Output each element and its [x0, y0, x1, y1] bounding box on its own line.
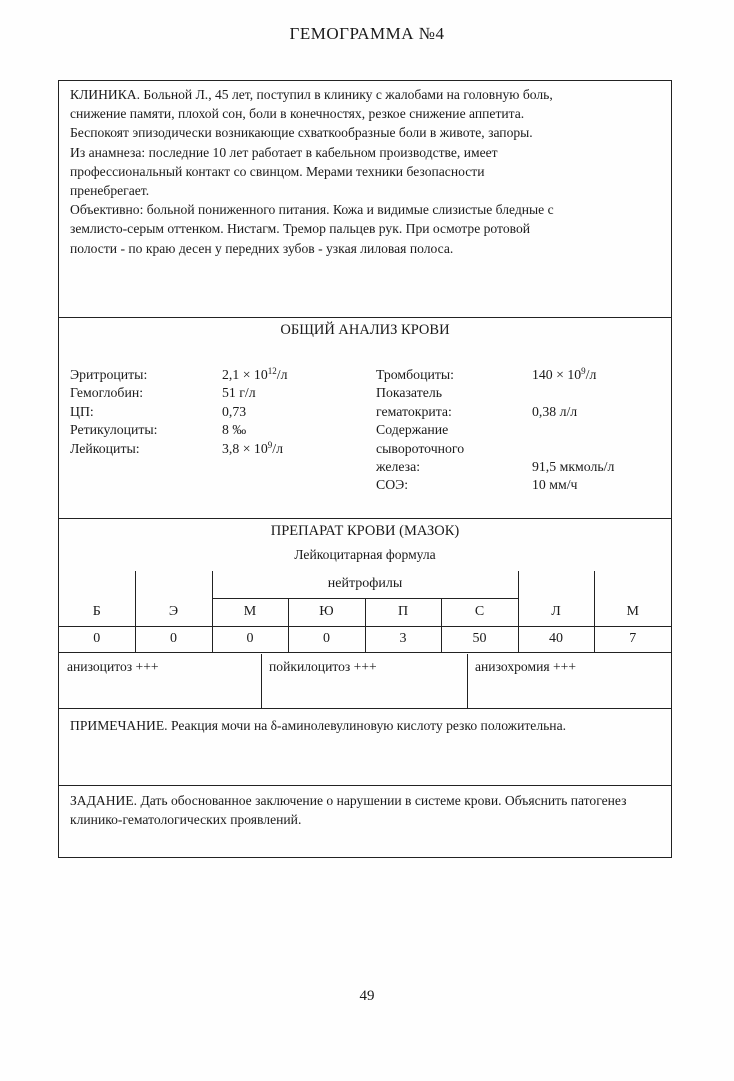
analysis-label: СОЭ:: [376, 477, 409, 493]
table-cell: [594, 571, 671, 598]
analysis-label: сывороточного: [376, 440, 465, 456]
column-header: Э: [135, 598, 212, 626]
smear-subtitle: Лейкоцитарная формула: [294, 547, 436, 562]
analysis-value: $2,1 \times 10^{12}/л$: [222, 366, 288, 382]
clinic-section: [59, 85, 671, 258]
table-value: 0: [288, 626, 365, 652]
blood-analysis-values: [70, 366, 670, 496]
column-header: С: [441, 598, 518, 626]
clinic-line: пренебрегает.: [70, 183, 150, 199]
table-value: 0: [135, 626, 212, 652]
clinic-line: КЛИНИКА. Больной Л., 45 лет, поступил в клинику с жалобами на головную боль,: [70, 87, 553, 102]
column-header: Б: [59, 598, 135, 626]
hemogram-card: [58, 80, 672, 858]
column-header: П: [365, 598, 441, 626]
table-value: 0: [212, 626, 288, 652]
clinic-line: землисто-серым оттенком. Нистагм. Тремор пальцев рук. При осмотре ротовой: [70, 221, 531, 237]
analysis-value: 0,38 л/л: [532, 403, 578, 419]
analysis-value: 0,73: [222, 403, 247, 419]
anisocytosis-cell: анизоцитоз +++: [67, 659, 159, 674]
divider: [59, 708, 671, 709]
column-header: М: [212, 598, 288, 626]
table-value: 40: [518, 626, 594, 652]
analysis-value: 10 мм/ч: [532, 477, 578, 493]
analysis-label: Гемоглобин:: [70, 385, 144, 401]
column-header: Л: [518, 598, 594, 626]
blood-analysis-title: ОБЩИЙ АНАЛИЗ КРОВИ: [280, 322, 450, 338]
table-cell: [135, 571, 212, 598]
analysis-label: Эритроциты:: [70, 367, 148, 382]
analysis-label: железа:: [376, 459, 421, 474]
table-value: 0: [59, 626, 135, 652]
analysis-value: 51 г/л: [222, 385, 256, 401]
clinic-line: снижение памяти, плохой сон, боли в конечностях, резкое снижение аппетита.: [70, 106, 525, 122]
poikilocytosis-cell: пойкилоцитоз +++: [269, 659, 377, 674]
analysis-label: Лейкоциты:: [70, 440, 140, 456]
analysis-label: Содержание: [376, 422, 449, 438]
analysis-label: гематокрита:: [376, 403, 452, 419]
anisochromia-cell: анизохромия +++: [475, 659, 576, 674]
analysis-label: Тромбоциты:: [376, 367, 454, 382]
divider: [59, 317, 671, 318]
clinic-line: Из анамнеза: последние 10 лет работает в кабельном производстве, имеет: [70, 144, 498, 160]
column-header: Ю: [288, 598, 365, 626]
page-title: ГЕМОГРАММА №4: [289, 24, 445, 43]
clinic-line: полости - по краю десен у передних зубов - узкая лиловая полоса.: [70, 240, 454, 256]
task-text: ЗАДАНИЕ. Дать обоснованное заключение о нарушении в системе крови. Объяснить патогенез клинико-гематологических проявлений.: [70, 793, 627, 828]
analysis-value: $140 \times 10^9/л$: [532, 366, 597, 382]
page-number: 49: [359, 988, 375, 1004]
analysis-label: ЦП:: [70, 403, 94, 419]
neutrophils-header: нейтрофилы: [212, 571, 518, 598]
analysis-value: $3,8 \times 10^9/л$: [222, 439, 283, 456]
table-value: 3: [365, 626, 441, 652]
table-cell: [59, 571, 135, 598]
note-text: ПРИМЕЧАНИЕ. Реакция мочи на δ-аминолевулиновую кислоту резко положительна.: [70, 718, 567, 733]
clinic-line: Объективно: больной пониженного питания. Кожа и видимые слизистые бледные с: [70, 202, 554, 218]
divider: [59, 518, 671, 519]
morphology-row: [59, 654, 671, 708]
divider: [59, 785, 671, 786]
column-header: М: [594, 598, 671, 626]
analysis-value: 91,5 мкмоль/л: [532, 459, 615, 474]
table-value: 7: [594, 626, 671, 652]
leukocyte-formula-table: [59, 571, 671, 653]
clinic-line: профессиональный контакт со свинцом. Мерами техники безопасности: [70, 163, 485, 179]
table-value: 50: [441, 626, 518, 652]
clinic-line: Беспокоят эпизодически возникающие схваткообразные боли в животе, запоры.: [70, 125, 533, 141]
smear-title: ПРЕПАРАТ КРОВИ (МАЗОК): [270, 523, 460, 539]
analysis-value: 8 ‰: [222, 422, 247, 438]
analysis-label: Ретикулоциты:: [70, 422, 158, 438]
analysis-label: Показатель: [376, 385, 443, 401]
table-cell: [518, 571, 594, 598]
